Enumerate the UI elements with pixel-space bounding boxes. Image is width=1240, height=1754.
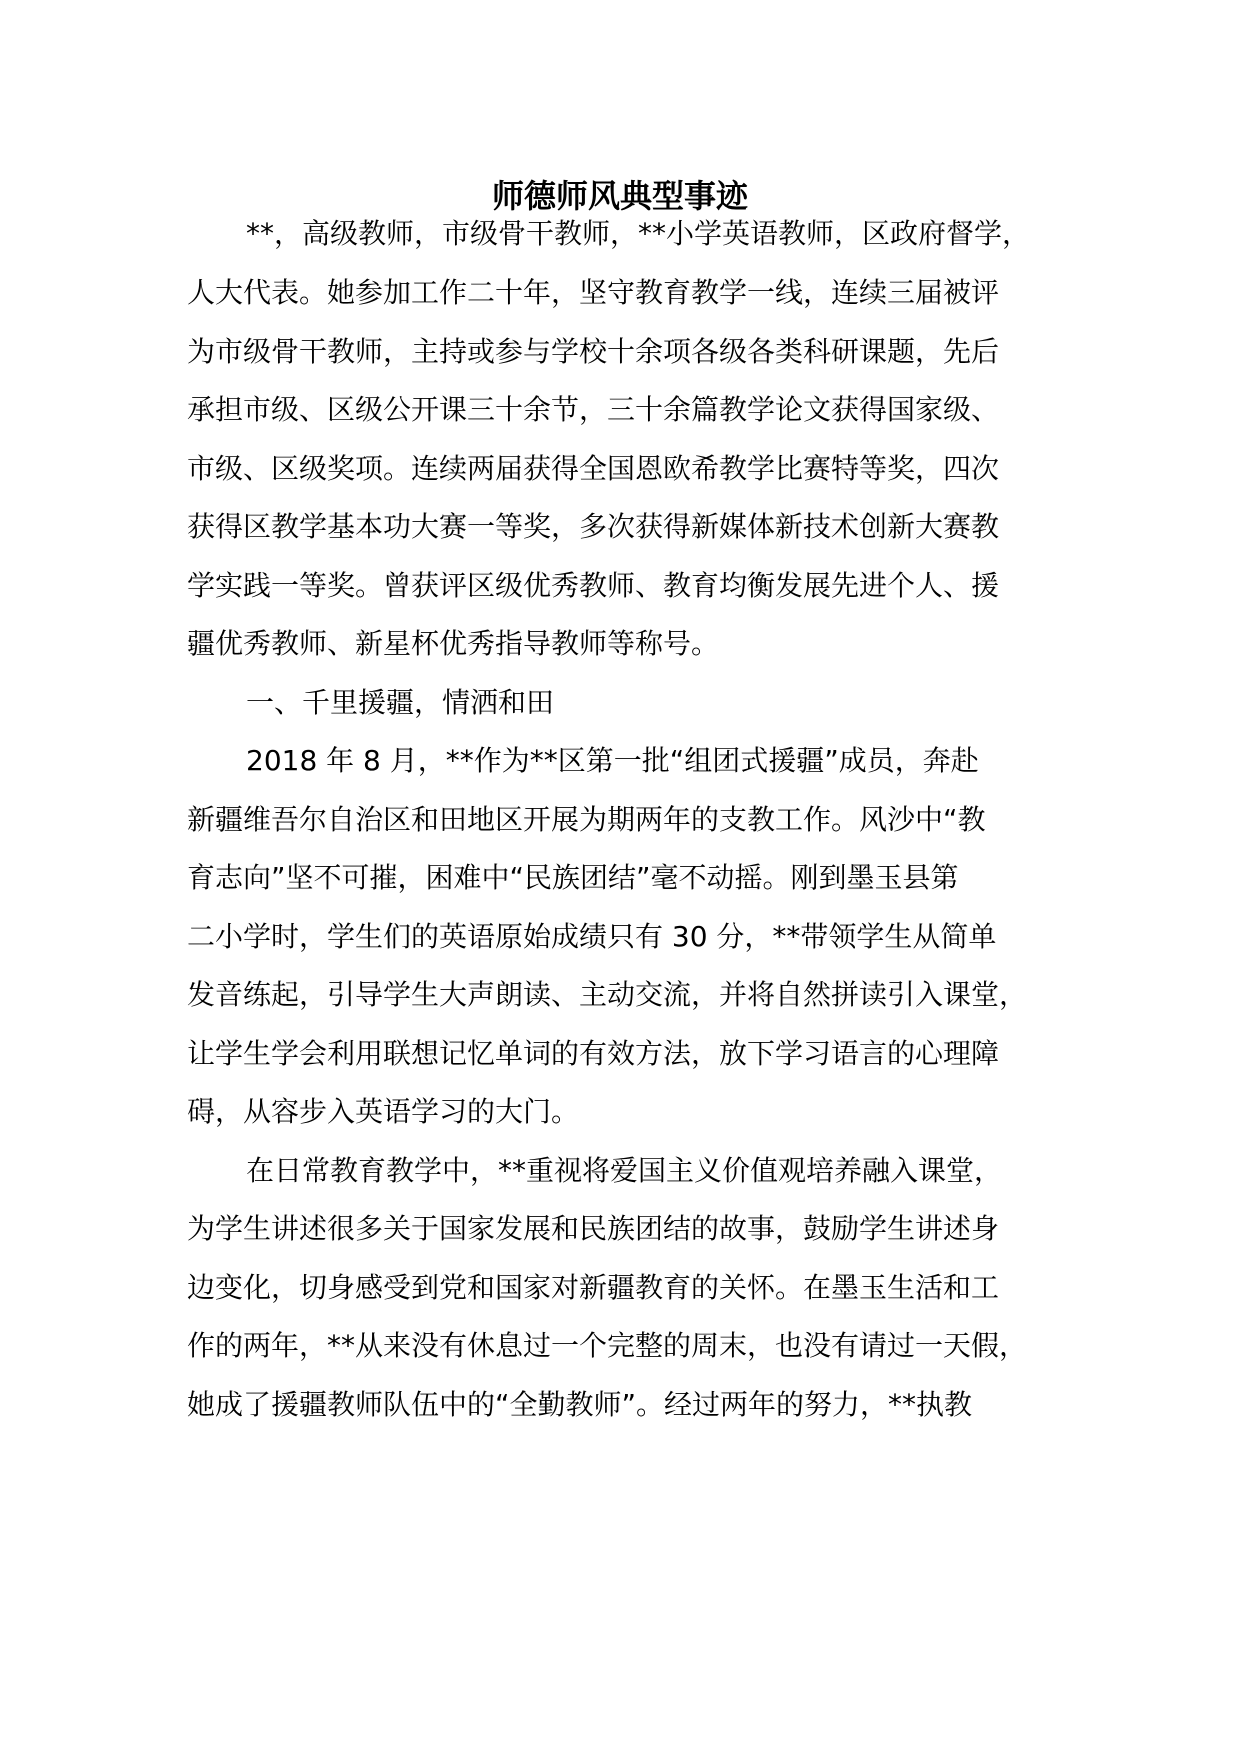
- paragraph-line: **，高级教师，市级骨干教师，**小学英语教师，区政府督学，: [246, 217, 1031, 250]
- paragraph-line: 获得区教学基本功大赛一等奖，多次获得新媒体新技术创新大赛教: [187, 510, 1000, 543]
- paragraph-line: 为市级骨干教师，主持或参与学校十余项各级各类科研课题，先后: [187, 335, 1000, 368]
- paragraph-line: 在日常教育教学中，**重视将爱国主义价值观培养融入课堂，: [246, 1154, 1003, 1187]
- paragraph-line: 2018 年 8 月，**作为**区第一批“组团式援疆”成员，奔赴: [246, 744, 979, 777]
- paragraph-line: 让学生学会利用联想记忆单词的有效方法，放下学习语言的心理障: [187, 1037, 1000, 1070]
- paragraph-line: 承担市级、区级公开课三十余节，三十余篇教学论文获得国家级、: [187, 393, 1000, 426]
- paragraph-line: 二小学时，学生们的英语原始成绩只有 30 分，**带领学生从简单: [187, 920, 997, 953]
- document-title: 师德师风典型事迹: [491, 177, 748, 215]
- paragraph-line: 疆优秀教师、新星杯优秀指导教师等称号。: [187, 627, 720, 660]
- paragraph-line: 为学生讲述很多关于国家发展和民族团结的故事，鼓励学生讲述身: [187, 1212, 1000, 1245]
- paragraph-line: 学实践一等奖。曾获评区级优秀教师、教育均衡发展先进个人、援: [187, 569, 1000, 602]
- paragraph-line: 边变化，切身感受到党和国家对新疆教育的关怀。在墨玉生活和工: [187, 1271, 1000, 1304]
- paragraph-line: 新疆维吾尔自治区和田地区开展为期两年的支教工作。风沙中“教: [187, 803, 986, 836]
- paragraph-line: 市级、区级奖项。连续两届获得全国恩欧希教学比赛特等奖，四次: [187, 452, 1000, 485]
- paragraph-line: 碍，从容步入英语学习的大门。: [187, 1095, 580, 1128]
- paragraph-line: 育志向”坚不可摧，困难中“民族团结”毫不动摇。刚到墨玉县第: [187, 861, 959, 894]
- paragraph-line: 作的两年，**从来没有休息过一个完整的周末，也没有请过一天假，: [187, 1329, 1028, 1362]
- section-heading: 一、千里援疆，情洒和田: [246, 686, 555, 719]
- paragraph-line: 发音练起，引导学生大声朗读、主动交流，并将自然拼读引入课堂，: [187, 978, 1028, 1011]
- paragraph-line: 人大代表。她参加工作二十年，坚守教育教学一线，连续三届被评: [187, 276, 1000, 309]
- paragraph-line: 她成了援疆教师队伍中的“全勤教师”。经过两年的努力，**执教: [187, 1388, 973, 1421]
